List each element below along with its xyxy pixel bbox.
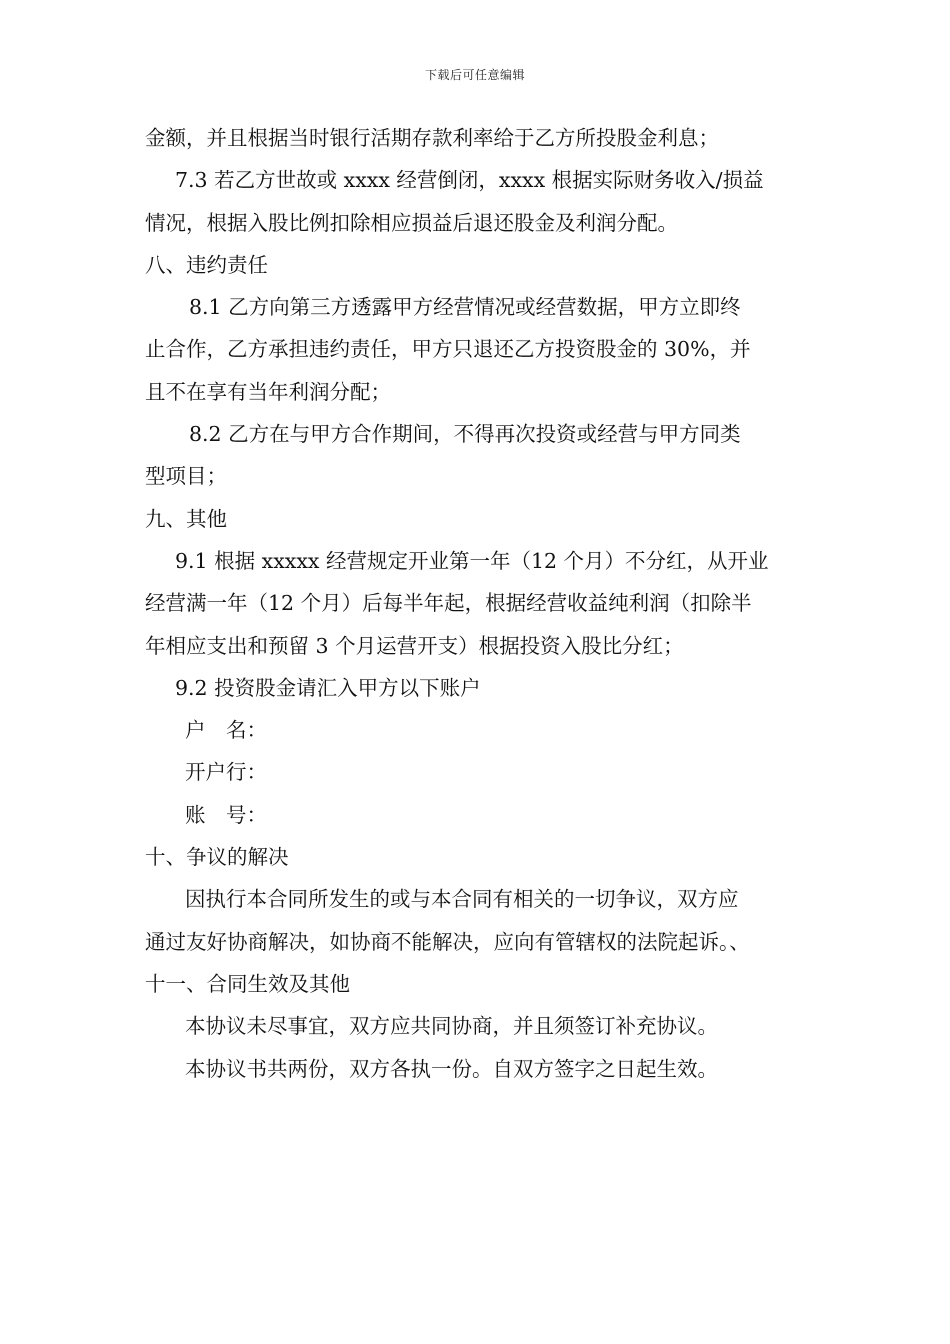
effective-line-2: 本协议书共两份，双方各执一份。自双方签字之日起生效。 [185,1056,718,1081]
section-heading-dispute: 十、争议的解决 [145,845,289,870]
clause-7-3-line-1: 7.3 若乙方世故或 xxxx 经营倒闭，xxxx 根据实际财务收入/损益 [175,168,764,193]
dispute-line-1: 因执行本合同所发生的或与本合同有相关的一切争议，双方应 [185,887,739,912]
document-body [145,117,813,1090]
effective-line-1: 本协议未尽事宜，双方应共同协商，并且须签订补充协议。 [185,1014,718,1039]
clause-8-1-line-3: 且不在享有当年利润分配； [145,379,391,404]
clause-9-2-line-1: 9.2 投资股金请汇入甲方以下账户 [175,675,481,700]
clause-9-1-line-3: 年相应支出和预留 3 个月运营开支）根据投资入股比分红； [145,633,684,658]
clause-8-2-line-1: 8.2 乙方在与甲方合作期间，不得再次投资或经营与甲方同类 [189,422,741,447]
account-number-label: 账 号： [185,802,267,827]
header-note: 下载后可任意编辑 [424,68,525,82]
account-bank-label: 开户行： [185,760,267,785]
paragraph-line: 金额，并且根据当时银行活期存款利率给于乙方所投股金利息； [145,126,719,150]
account-name-label: 户 名： [185,718,267,743]
dispute-line-2: 通过友好协商解决，如协商不能解决，应向有管辖权的法院起诉。、 [145,929,750,954]
section-heading-breach: 八、违约责任 [145,252,268,277]
clause-8-1-line-2: 止合作，乙方承担违约责任，甲方只退还乙方投资股金的 30%，并 [145,337,751,362]
clause-9-1-line-1: 9.1 根据 xxxxx 经营规定开业第一年（12 个月）不分红，从开业 [175,548,769,573]
section-heading-other: 九、其他 [145,506,227,531]
clause-7-3-line-2: 情况，根据入股比例扣除相应损益后退还股金及利润分配。 [145,210,678,235]
clause-9-1-line-2: 经营满一年（12 个月）后每半年起，根据经营收益纯利润（扣除半 [145,591,752,616]
clause-8-1-line-1: 8.1 乙方向第三方透露甲方经营情况或经营数据，甲方立即终 [189,295,741,320]
clause-8-2-line-2: 型项目； [145,464,227,489]
section-heading-effective: 十一、合同生效及其他 [145,971,350,996]
